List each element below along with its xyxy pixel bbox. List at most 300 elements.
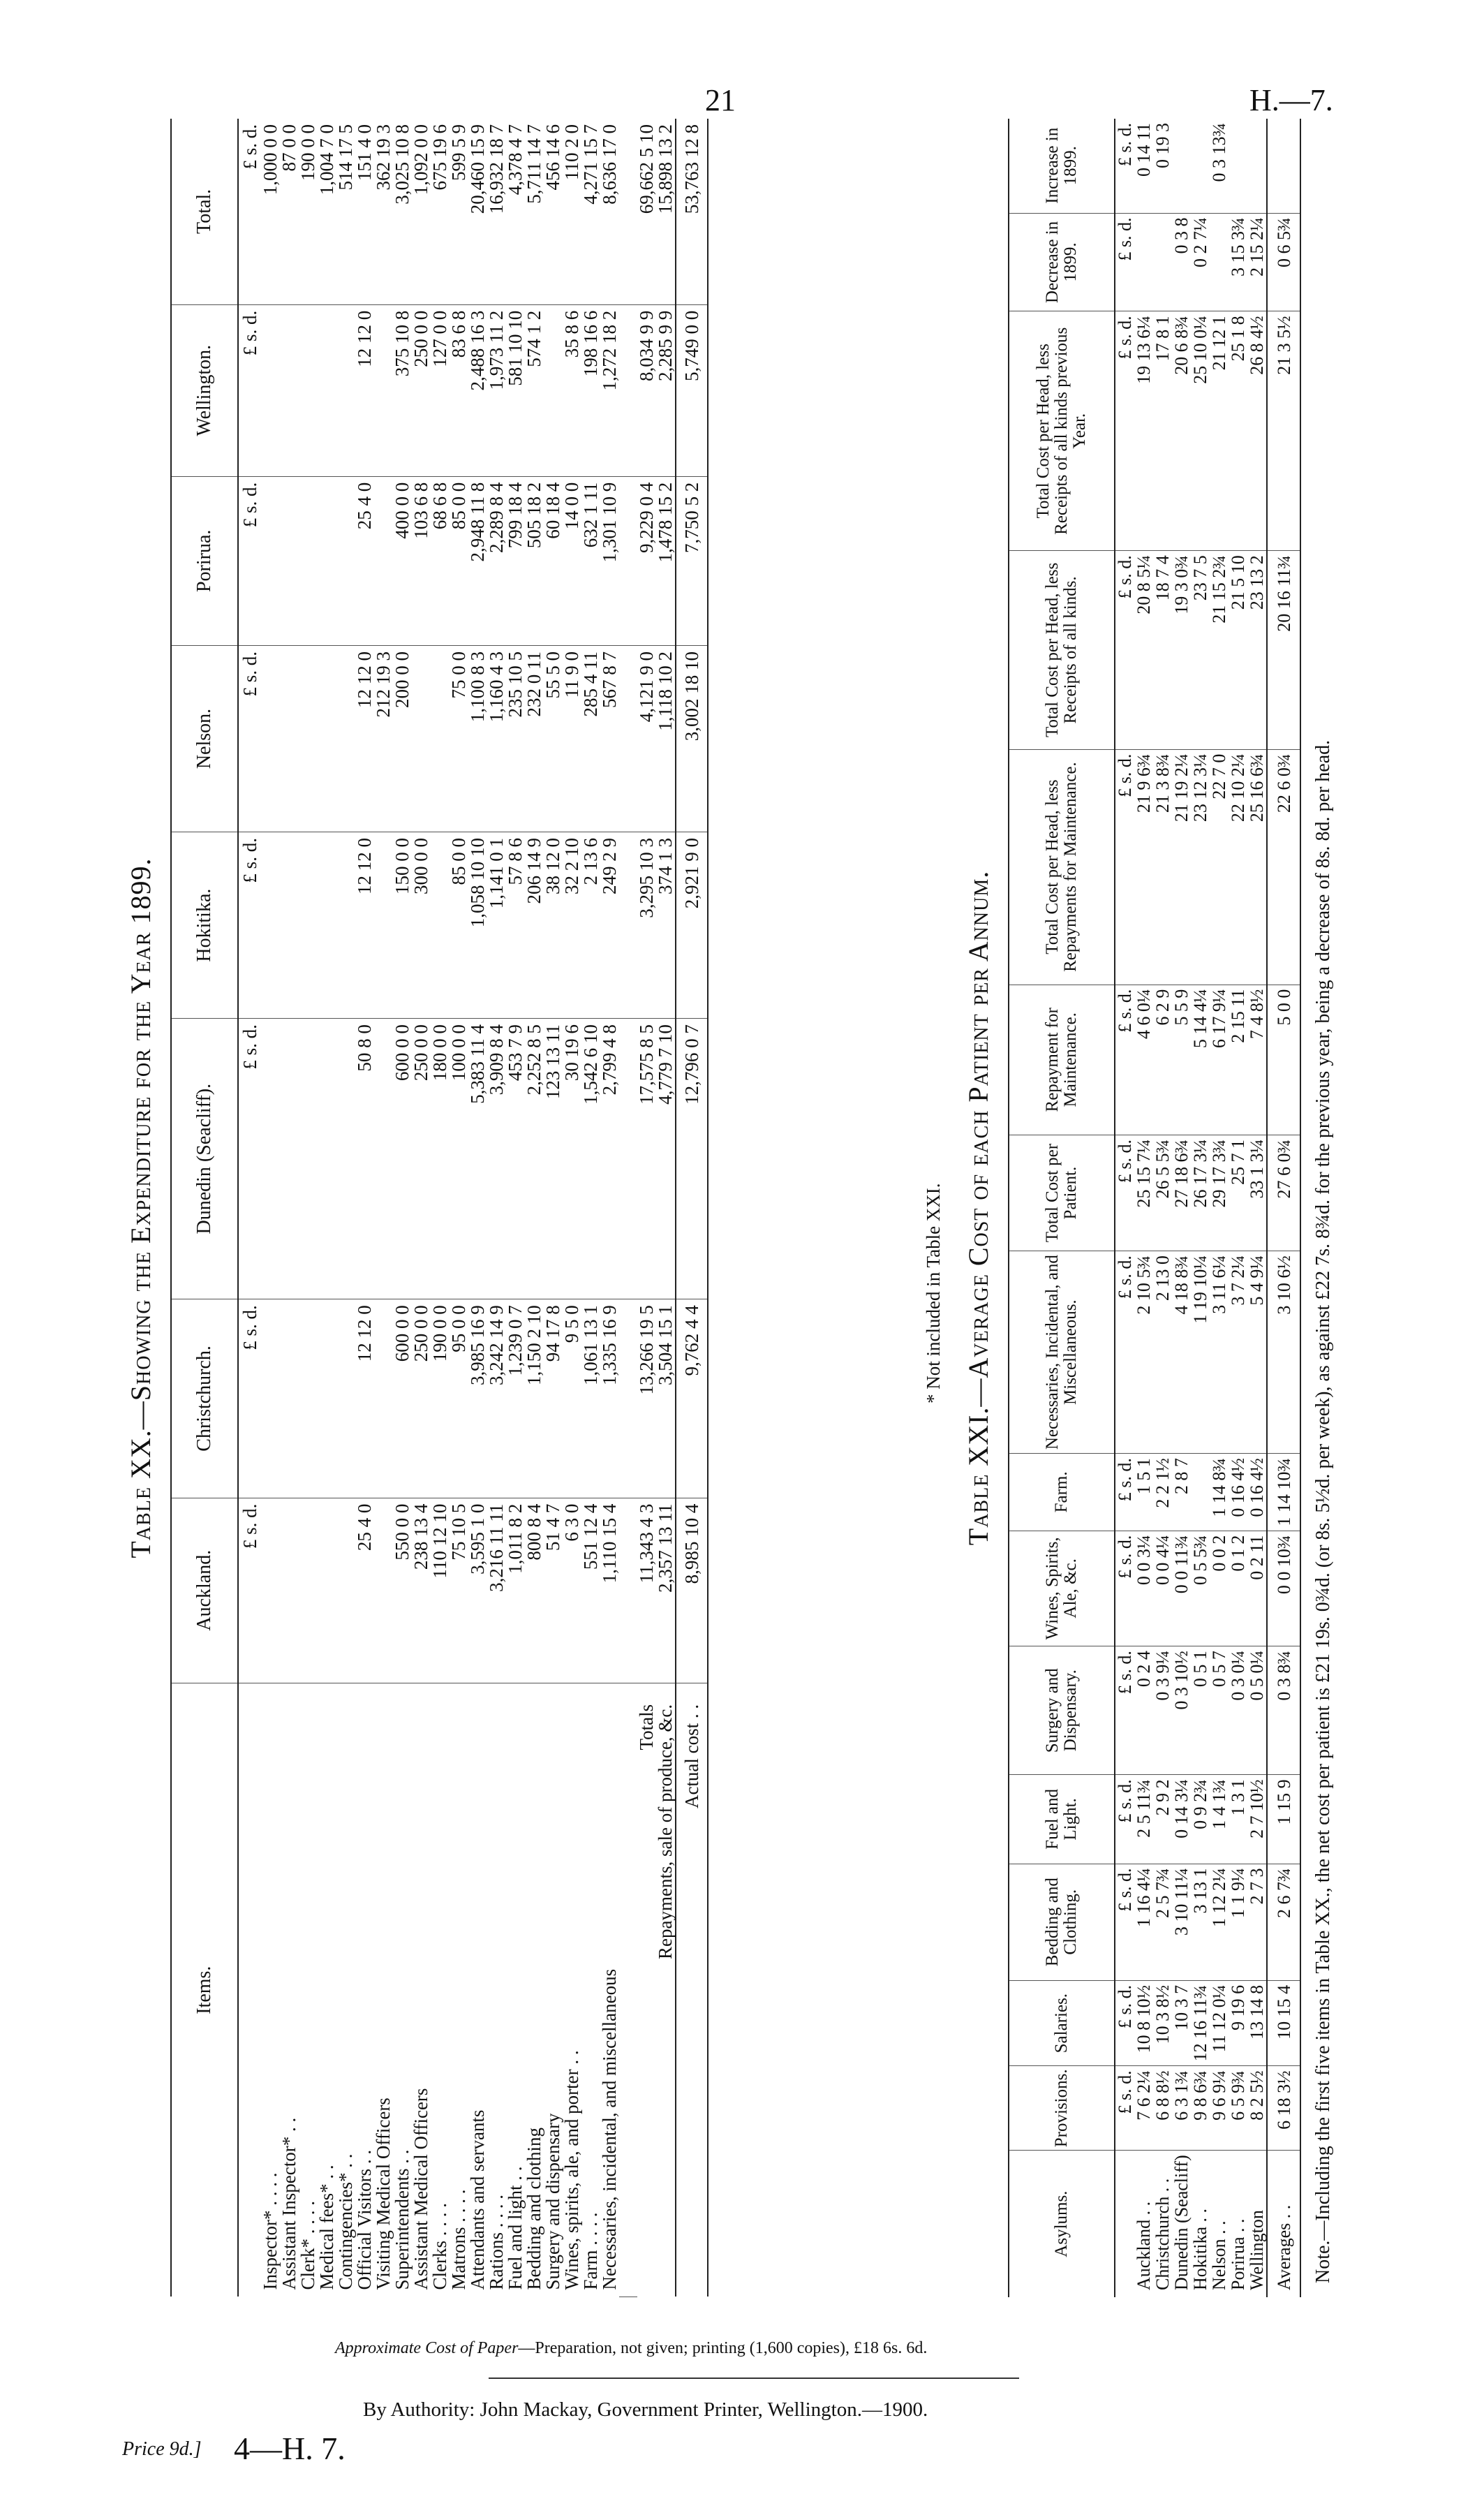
amount-cell [336, 1019, 355, 1299]
amount-cell [1191, 119, 1210, 213]
amount-cell: 2,799 4 8 [600, 1019, 619, 1299]
table-xx-title: Table XX.—Showing the Expenditure for the Year 1899. [125, 857, 156, 1558]
spacer-cell [619, 832, 637, 1019]
amount-cell: 12 12 0 [355, 645, 374, 832]
amount-cell: 1,335 16 9 [600, 1299, 619, 1498]
amount-cell: 0 6 5¾ [1267, 213, 1300, 311]
item-label: Superintendents . . [392, 2149, 413, 2290]
asylum-label: Wellington [1247, 2210, 1267, 2290]
amount-cell: 5 0 0 [1267, 985, 1300, 1135]
units-label: £ s. d. [1115, 2066, 1134, 2151]
amount-cell: 675 19 6 [431, 119, 450, 304]
amount-cell: 20 6 8¾ [1172, 311, 1191, 551]
amount-cell: 0 3 13¾ [1210, 119, 1229, 213]
amount-cell: 0 0 2 [1210, 1531, 1229, 1646]
amount-cell: 0 14 11 [1134, 119, 1153, 213]
amount-cell: 0 0 11¾ [1172, 1531, 1191, 1646]
amount-cell [280, 476, 299, 645]
table-row [280, 119, 299, 2297]
amount-cell: 5 5 9 [1172, 985, 1191, 1135]
table-row [336, 119, 355, 2297]
amount-cell: 800 8 4 [525, 1498, 544, 1683]
amount-cell: 23 12 3¼ [1191, 749, 1210, 985]
units-label: £ s. d. [1115, 551, 1134, 749]
amount-cell: 6 5 9¾ [1229, 2066, 1247, 2151]
amount-cell: 2 5 7¾ [1153, 1864, 1172, 1980]
table-row [563, 119, 581, 2297]
units-label: £ s. d. [238, 1019, 261, 1299]
amount-cell: 25 4 0 [355, 1498, 374, 1683]
amount-cell: 11,343 4 3 [637, 1498, 656, 1683]
amount-cell: 5,749 0 0 [676, 304, 708, 476]
amount-cell: 30 19 6 [563, 1019, 581, 1299]
amount-cell: 514 17 5 [336, 119, 355, 304]
table-xx [120, 119, 708, 2297]
amount-cell: 85 0 0 [450, 476, 468, 645]
units-label: £ s. d. [1115, 985, 1134, 1135]
amount-cell [261, 476, 280, 645]
price: Price 9d.] [122, 2438, 202, 2460]
table-row [1191, 119, 1210, 2297]
units-label: £ s. d. [238, 119, 261, 304]
amount-cell: 6 17 9¼ [1210, 985, 1229, 1135]
amount-cell: 26 8 4½ [1247, 311, 1267, 551]
amount-cell: 25 15 7¼ [1134, 1135, 1153, 1251]
amount-cell: 7 4 8½ [1247, 985, 1267, 1135]
amount-cell: 453 7 9 [506, 1019, 525, 1299]
amount-cell: 0 3 8 [1172, 213, 1191, 311]
amount-cell: 13 14 8 [1247, 1980, 1267, 2066]
amount-cell: 5 14 4¼ [1191, 985, 1210, 1135]
table-xx-grid [170, 119, 708, 2297]
amount-cell: 3 13 1 [1191, 1864, 1210, 1980]
amount-cell [280, 645, 299, 832]
amount-cell: 85 0 0 [450, 832, 468, 1019]
amount-cell: 21 3 5½ [1267, 311, 1300, 551]
amount-cell: 0 16 4½ [1229, 1454, 1247, 1531]
amount-cell: 103 6 8 [412, 476, 431, 645]
units-label: £ s. d. [1115, 1775, 1134, 1864]
units-label: £ s. d. [238, 476, 261, 645]
table-row [468, 119, 487, 2297]
amount-cell: 21 19 2¼ [1172, 749, 1191, 985]
amount-cell [544, 304, 563, 476]
amount-cell: 3 10 11¼ [1172, 1864, 1191, 1980]
column-header: Salaries. [1009, 1980, 1115, 2066]
table-row [506, 119, 525, 2297]
amount-cell: 190 0 0 [299, 119, 318, 304]
amount-cell: 13,266 19 5 [637, 1299, 656, 1498]
asylum-label: Christchurch . . [1152, 2178, 1173, 2290]
actual-label: Actual cost . . [676, 1683, 708, 2297]
amount-cell: 3,025 10 8 [393, 119, 412, 304]
spacer-cell [619, 645, 637, 832]
column-header: Wines, Spirits, Ale, &c. [1009, 1531, 1115, 1646]
asylum-label: Porirua . . [1228, 2218, 1248, 2290]
paper-cost-label: Approximate Cost of Paper [335, 2339, 519, 2357]
table-row [1172, 119, 1191, 2297]
amount-cell: 249 2 9 [600, 832, 619, 1019]
amount-cell: 8,636 17 0 [600, 119, 619, 304]
item-label: Matrons . . . . [448, 2189, 469, 2290]
table-row [393, 119, 412, 2297]
amount-cell: 8 2 5½ [1247, 2066, 1267, 2151]
amount-cell: 1 12 2¼ [1210, 1864, 1229, 1980]
amount-cell: 12 16 11¾ [1191, 1980, 1210, 2066]
item-label: Medical fees* . . [316, 2165, 337, 2290]
column-header: Total Cost per Head, less Repayments for Maintenance. [1009, 749, 1115, 985]
amount-cell [1210, 213, 1229, 311]
amount-cell [299, 832, 318, 1019]
column-header: Fuel and Light. [1009, 1775, 1115, 1864]
amount-cell: 2 8 7 [1172, 1454, 1191, 1531]
amount-cell: 23 13 2 [1247, 551, 1267, 749]
column-header: Christchurch. [171, 1299, 238, 1498]
amount-cell [299, 1299, 318, 1498]
table-row [431, 119, 450, 2297]
amount-cell: 1,542 6 10 [581, 1019, 600, 1299]
table-xx-header-row [171, 119, 238, 2297]
amount-cell: 550 0 0 [393, 1498, 412, 1683]
item-label: Surgery and dispensary [542, 2113, 563, 2290]
amount-cell [374, 1299, 393, 1498]
units-label: £ s. d. [1115, 1454, 1134, 1531]
table-row [1153, 119, 1172, 2297]
amount-cell: 9 6 9¼ [1210, 2066, 1229, 2151]
amount-cell: 0 1 2 [1229, 1531, 1247, 1646]
amount-cell: 25 10 0¼ [1191, 311, 1210, 551]
item-label: Rations . . . . [486, 2194, 507, 2290]
amount-cell: 2,488 16 3 [468, 304, 487, 476]
amount-cell: 0 3 0¼ [1229, 1646, 1247, 1775]
amount-cell: 1,000 0 0 [261, 119, 280, 304]
units-label: £ s. d. [1115, 1980, 1134, 2066]
spacer-cell [619, 304, 637, 476]
units-label: £ s. d. [238, 645, 261, 832]
units-label: £ s. d. [1115, 1251, 1134, 1454]
column-header: Wellington. [171, 304, 238, 476]
amount-cell: 151 4 0 [355, 119, 374, 304]
amount-cell [261, 1299, 280, 1498]
amount-cell: 15,898 13 2 [656, 119, 676, 304]
amount-cell: 19 3 0¾ [1172, 551, 1191, 749]
amount-cell: 2 15 11 [1229, 985, 1247, 1135]
amount-cell [336, 476, 355, 645]
amount-cell: 1,141 0 1 [487, 832, 506, 1019]
amount-cell [374, 832, 393, 1019]
amount-cell [1134, 213, 1153, 311]
column-header: Provisions. [1009, 2066, 1115, 2151]
amount-cell: 25 16 6¾ [1247, 749, 1267, 985]
amount-cell [299, 645, 318, 832]
table-xx-body [238, 119, 708, 2297]
amount-cell: 285 4 11 [581, 645, 600, 832]
amount-cell: 3 15 3¾ [1229, 213, 1247, 311]
table-row [600, 119, 619, 2297]
amount-cell: 0 9 2¾ [1191, 1775, 1210, 1864]
units-label: £ s. d. [1115, 311, 1134, 551]
amount-cell: 0 5 5¾ [1191, 1531, 1210, 1646]
amount-cell: 83 6 8 [450, 304, 468, 476]
spacer-cell [619, 1299, 637, 1498]
amount-cell: 5 4 9¼ [1247, 1251, 1267, 1454]
amount-cell: 21 12 1 [1210, 311, 1229, 551]
item-label: Necessaries, incidental, and miscellaneous [599, 1968, 620, 2290]
amount-cell: 0 2 4 [1134, 1646, 1153, 1775]
amount-cell: 5,711 14 7 [525, 119, 544, 304]
amount-cell [318, 1498, 336, 1683]
asylum-label: Nelson . . [1209, 2220, 1229, 2290]
divider [489, 2378, 1019, 2379]
amount-cell: 600 0 0 [393, 1019, 412, 1299]
item-label: Attendants and servants [467, 2109, 488, 2290]
spacer-cell [619, 119, 637, 304]
amount-cell: 4,378 4 7 [506, 119, 525, 304]
amount-cell [374, 476, 393, 645]
amount-cell: 21 3 8¾ [1153, 749, 1172, 985]
amount-cell: 4 18 8¾ [1172, 1251, 1191, 1454]
amount-cell: 1,100 8 3 [468, 645, 487, 832]
item-label: Clerks . . . . [429, 2203, 450, 2290]
amount-cell: 3 11 6¼ [1210, 1251, 1229, 1454]
amount-cell [280, 1498, 299, 1683]
amount-cell [431, 832, 450, 1019]
amount-cell [336, 304, 355, 476]
amount-cell: 17,575 8 5 [637, 1019, 656, 1299]
amount-cell: 2,948 11 8 [468, 476, 487, 645]
amount-cell: 1 19 10¼ [1191, 1251, 1210, 1454]
column-header: Decrease in 1899. [1009, 213, 1115, 311]
amount-cell: 2 13 0 [1153, 1251, 1172, 1454]
amount-cell [336, 645, 355, 832]
asylum-label: Auckland . . [1134, 2201, 1154, 2290]
repayments-row [656, 119, 676, 2297]
amount-cell: 567 8 7 [600, 645, 619, 832]
amount-cell: 0 5 1 [1191, 1646, 1210, 1775]
amount-cell: 1,058 10 10 [468, 832, 487, 1019]
table-xxi-body [1115, 119, 1300, 2297]
column-header: Hokitika. [171, 832, 238, 1019]
amount-cell [261, 832, 280, 1019]
amount-cell: 1,118 10 2 [656, 645, 676, 832]
amount-cell: 232 0 11 [525, 645, 544, 832]
amount-cell: 4,271 15 7 [581, 119, 600, 304]
amount-cell: 574 1 2 [525, 304, 544, 476]
amount-cell: 38 12 0 [544, 832, 563, 1019]
amount-cell: 127 0 0 [431, 304, 450, 476]
amount-cell: 4,121 9 0 [637, 645, 656, 832]
table-row [450, 119, 468, 2297]
units-row [1115, 119, 1134, 2297]
amount-cell: 2 2 1½ [1153, 1454, 1172, 1531]
amount-cell [374, 304, 393, 476]
column-header: Total Cost per Head, less Receipts of all kinds previous Year. [1009, 311, 1115, 551]
amount-cell: 16,932 18 7 [487, 119, 506, 304]
amount-cell: 110 2 0 [563, 119, 581, 304]
table-row [374, 119, 393, 2297]
repayments-label: Repayments, sale of produce, &c. [655, 1704, 676, 1959]
item-label: Inspector* . . . . [260, 2172, 281, 2290]
amount-cell: 0 3 10½ [1172, 1646, 1191, 1775]
amount-cell: 21 5 10 [1229, 551, 1247, 749]
amount-cell: 20,460 15 9 [468, 119, 487, 304]
spacer-cell [619, 476, 637, 645]
amount-cell: 32 2 10 [563, 832, 581, 1019]
units-label: £ s. d. [238, 1299, 261, 1498]
table-row [544, 119, 563, 2297]
amount-cell: 1,110 15 4 [600, 1498, 619, 1683]
amount-cell [318, 832, 336, 1019]
amount-cell: 12 12 0 [355, 832, 374, 1019]
amount-cell: 1,011 8 2 [506, 1498, 525, 1683]
amount-cell: 75 10 5 [450, 1498, 468, 1683]
table-xxi-title: Table XXI.—Average Cost of each Patient per Annum. [963, 870, 994, 1546]
units-spacer [238, 1683, 261, 2297]
amount-cell: 2 13 6 [581, 832, 600, 1019]
table-row [1210, 119, 1229, 2297]
rotated-content [120, 119, 1446, 2297]
amount-cell: 18 7 4 [1153, 551, 1172, 749]
amount-cell [280, 1019, 299, 1299]
table-row [487, 119, 506, 2297]
amount-cell: 3 10 6½ [1267, 1251, 1300, 1454]
amount-cell: 25 4 0 [355, 476, 374, 645]
amount-cell: 19 13 6¼ [1134, 311, 1153, 551]
amount-cell: 22 10 2¼ [1229, 749, 1247, 985]
cost-note: Note.—Including the first five items in Table XX., the net cost per patient is £21 19s. 0¾d. (or 8s. 5½d. per week), as against £22 7s. 8¾d. for the previous year, being a decrease of 8s. 8d. per head. [1312, 739, 1334, 2283]
amount-cell: 68 6 8 [431, 476, 450, 645]
amount-cell: 0 16 4½ [1247, 1454, 1267, 1531]
amount-cell: 35 8 6 [563, 304, 581, 476]
amount-cell: 75 0 0 [450, 645, 468, 832]
totals-label: Totals [636, 1704, 657, 1750]
amount-cell [299, 304, 318, 476]
averages-label: Averages . . [1267, 2151, 1300, 2297]
amount-cell [318, 304, 336, 476]
amount-cell: 6 3 1¾ [1172, 2066, 1191, 2151]
amount-cell: 8,034 9 9 [637, 304, 656, 476]
amount-cell: 2,285 9 9 [656, 304, 676, 476]
amount-cell: 0 5 0¼ [1247, 1646, 1267, 1775]
amount-cell: 1 15 9 [1267, 1775, 1300, 1864]
table-row [412, 119, 431, 2297]
amount-cell: 6 3 0 [563, 1498, 581, 1683]
amount-cell [261, 1498, 280, 1683]
amount-cell [318, 1299, 336, 1498]
spacer-cell [619, 1683, 637, 2297]
amount-cell: 1 14 8¾ [1210, 1454, 1229, 1531]
amount-cell [299, 1019, 318, 1299]
units-label: £ s. d. [238, 1498, 261, 1683]
amount-cell: 1,061 13 1 [581, 1299, 600, 1498]
amount-cell: 3,985 16 9 [468, 1299, 487, 1498]
amount-cell: 250 0 0 [412, 1019, 431, 1299]
amount-cell: 2 9 2 [1153, 1775, 1172, 1864]
amount-cell [1247, 119, 1267, 213]
amount-cell [1172, 119, 1191, 213]
amount-cell: 1 16 4¼ [1134, 1864, 1153, 1980]
item-label: Assistant Medical Officers [410, 2088, 431, 2290]
amount-cell: 375 10 8 [393, 304, 412, 476]
amount-cell [280, 832, 299, 1019]
amount-cell: 9,229 0 4 [637, 476, 656, 645]
amount-cell: 0 2 11 [1247, 1531, 1267, 1646]
amount-cell: 300 0 0 [412, 832, 431, 1019]
table-row [581, 119, 600, 2297]
amount-cell: 190 0 0 [431, 1299, 450, 1498]
amount-cell: 10 3 7 [1172, 1980, 1191, 2066]
amount-cell: 20 8 5¼ [1134, 551, 1153, 749]
amount-cell: 26 5 5¾ [1153, 1135, 1172, 1251]
table-row [261, 119, 280, 2297]
amount-cell [299, 1498, 318, 1683]
amount-cell: 2 7 10½ [1247, 1775, 1267, 1864]
amount-cell: 600 0 0 [393, 1299, 412, 1498]
amount-cell [1267, 119, 1300, 213]
amount-cell: 17 8 1 [1153, 311, 1172, 551]
table-row [1229, 119, 1247, 2297]
amount-cell: 8,985 10 4 [676, 1498, 708, 1683]
asylum-label: Dunedin (Seacliff) [1171, 2155, 1192, 2290]
amount-cell: 1 3 1 [1229, 1775, 1247, 1864]
column-header: Auckland. [171, 1498, 238, 1683]
amount-cell: 3,295 10 3 [637, 832, 656, 1019]
amount-cell: 4,779 7 10 [656, 1019, 676, 1299]
amount-cell: 250 0 0 [412, 304, 431, 476]
amount-cell: 198 16 6 [581, 304, 600, 476]
amount-cell: 25 7 1 [1229, 1135, 1247, 1251]
units-label: £ s. d. [1115, 119, 1134, 213]
amount-cell: 1 4 1¾ [1210, 1775, 1229, 1864]
amount-cell [318, 1019, 336, 1299]
amount-cell: 456 14 6 [544, 119, 563, 304]
item-label: Bedding and clothing [524, 2128, 544, 2290]
units-row [238, 119, 261, 2297]
amount-cell: 799 18 4 [506, 476, 525, 645]
item-label: Visiting Medical Officers [373, 2098, 394, 2290]
amount-cell [374, 1498, 393, 1683]
amount-cell: 29 17 3¾ [1210, 1135, 1229, 1251]
amount-cell: 1,301 10 9 [600, 476, 619, 645]
authority-line: By Authority: John Mackay, Government Printer, Wellington.—1900. [363, 2398, 928, 2421]
amount-cell: 1,092 0 0 [412, 119, 431, 304]
spacer-cell [619, 1019, 637, 1299]
amount-cell [1191, 1454, 1210, 1531]
column-header: Necessaries, Incidental, and Miscellaneous. [1009, 1251, 1115, 1454]
amount-cell: 21 15 2¾ [1210, 551, 1229, 749]
document-reference: H.—7. [1249, 83, 1333, 117]
amount-cell: 123 13 11 [544, 1019, 563, 1299]
amount-cell: 10 15 4 [1267, 1980, 1300, 2066]
column-header: Increase in 1899. [1009, 119, 1115, 213]
amount-cell: 0 0 3¼ [1134, 1531, 1153, 1646]
averages-row [1267, 119, 1300, 2297]
units-label: £ s. d. [238, 304, 261, 476]
amount-cell: 53,763 12 8 [676, 119, 708, 304]
units-label: £ s. d. [1115, 749, 1134, 985]
amount-cell: 0 3 9¼ [1153, 1646, 1172, 1775]
amount-cell: 3,909 8 4 [487, 1019, 506, 1299]
amount-cell: 60 18 4 [544, 476, 563, 645]
amount-cell: 632 1 11 [581, 476, 600, 645]
units-spacer [1115, 2151, 1134, 2297]
amount-cell: 1,272 18 2 [600, 304, 619, 476]
amount-cell: 0 0 10¾ [1267, 1531, 1300, 1646]
amount-cell: 3,595 1 0 [468, 1498, 487, 1683]
column-header: Total. [171, 119, 238, 304]
amount-cell: 7,750 5 2 [676, 476, 708, 645]
amount-cell: 1 14 10¾ [1267, 1454, 1300, 1531]
